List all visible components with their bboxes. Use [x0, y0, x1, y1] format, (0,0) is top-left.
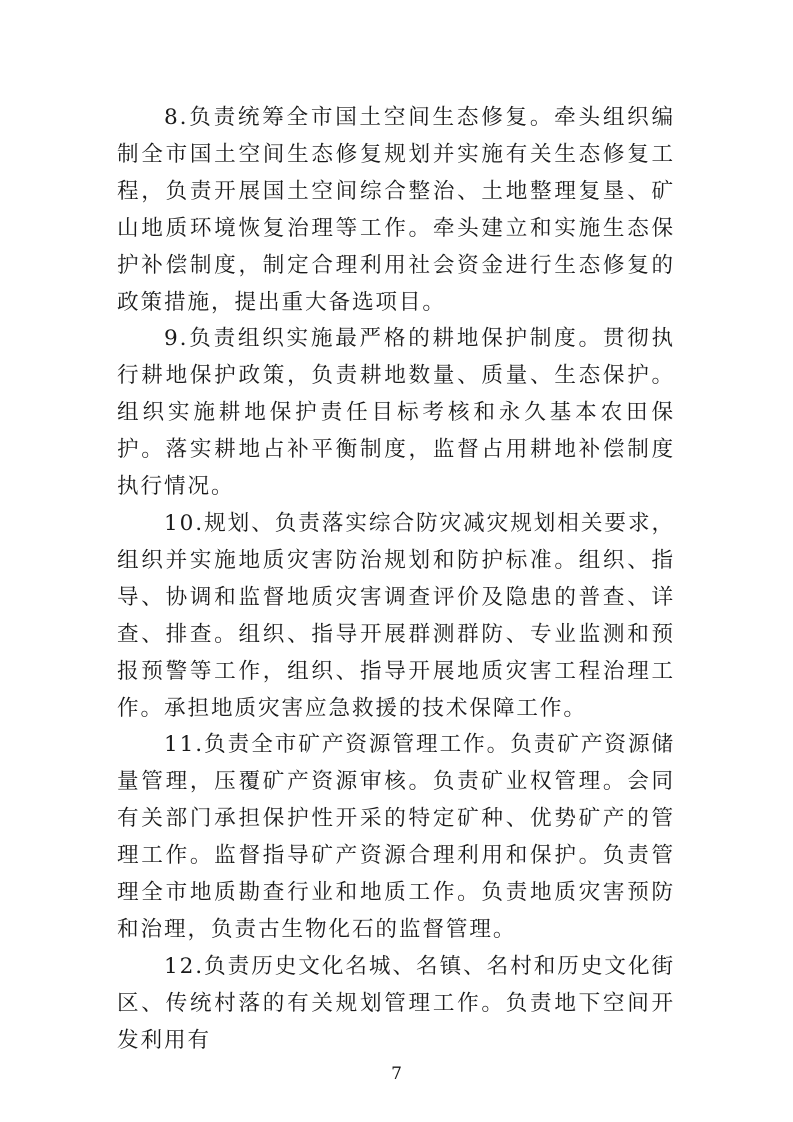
paragraph-item-11: 11.负责全市矿产资源管理工作。负责矿产资源储量管理，压覆矿产资源审核。负责矿业权管理。会同有关部门承担保护性开采的特定矿种、优势矿产的管理工作。监督指导矿产资源合理利用和保护。负责管理全市地质勘查行业和地质工作。负责地质灾害预防和治理，负责古生物化石的监督管理。: [117, 732, 675, 942]
paragraph-item-9: 9.负责组织实施最严格的耕地保护制度。贯彻执行耕地保护政策，负责耕地数量、质量、生态保护。组织实施耕地保护责任目标考核和永久基本农田保护。落实耕地占补平衡制度，监督占用耕地补偿制度执行情况。: [117, 326, 675, 500]
paragraph-item-12: 12.负责历史文化名城、名镇、名村和历史文化街区、传统村落的有关规划管理工作。负责地下空间开发利用有: [117, 953, 675, 1053]
page-number: 7: [391, 1064, 402, 1084]
paragraph-item-10: 10.规划、负责落实综合防灾减灾规划相关要求，组织并实施地质灾害防治规划和防护标准。组织、指导、协调和监督地质灾害调查评价及隐患的普查、详查、排查。组织、指导开展群测群防、专业监测和预报预警等工作，组织、指导开展地质灾害工程治理工作。承担地质灾害应急救援的技术保障工作。: [117, 510, 675, 721]
paragraph-item-8: 8.负责统筹全市国土空间生态修复。牵头组织编制全市国土空间生态修复规划并实施有关生态修复工程，负责开展国土空间综合整治、土地整理复垦、矿山地质环境恢复治理等工作。牵头建立和实施生态保护补偿制度，制定合理利用社会资金进行生态修复的政策措施，提出重大备选项目。: [117, 105, 675, 315]
document-body: [117, 100, 675, 1060]
